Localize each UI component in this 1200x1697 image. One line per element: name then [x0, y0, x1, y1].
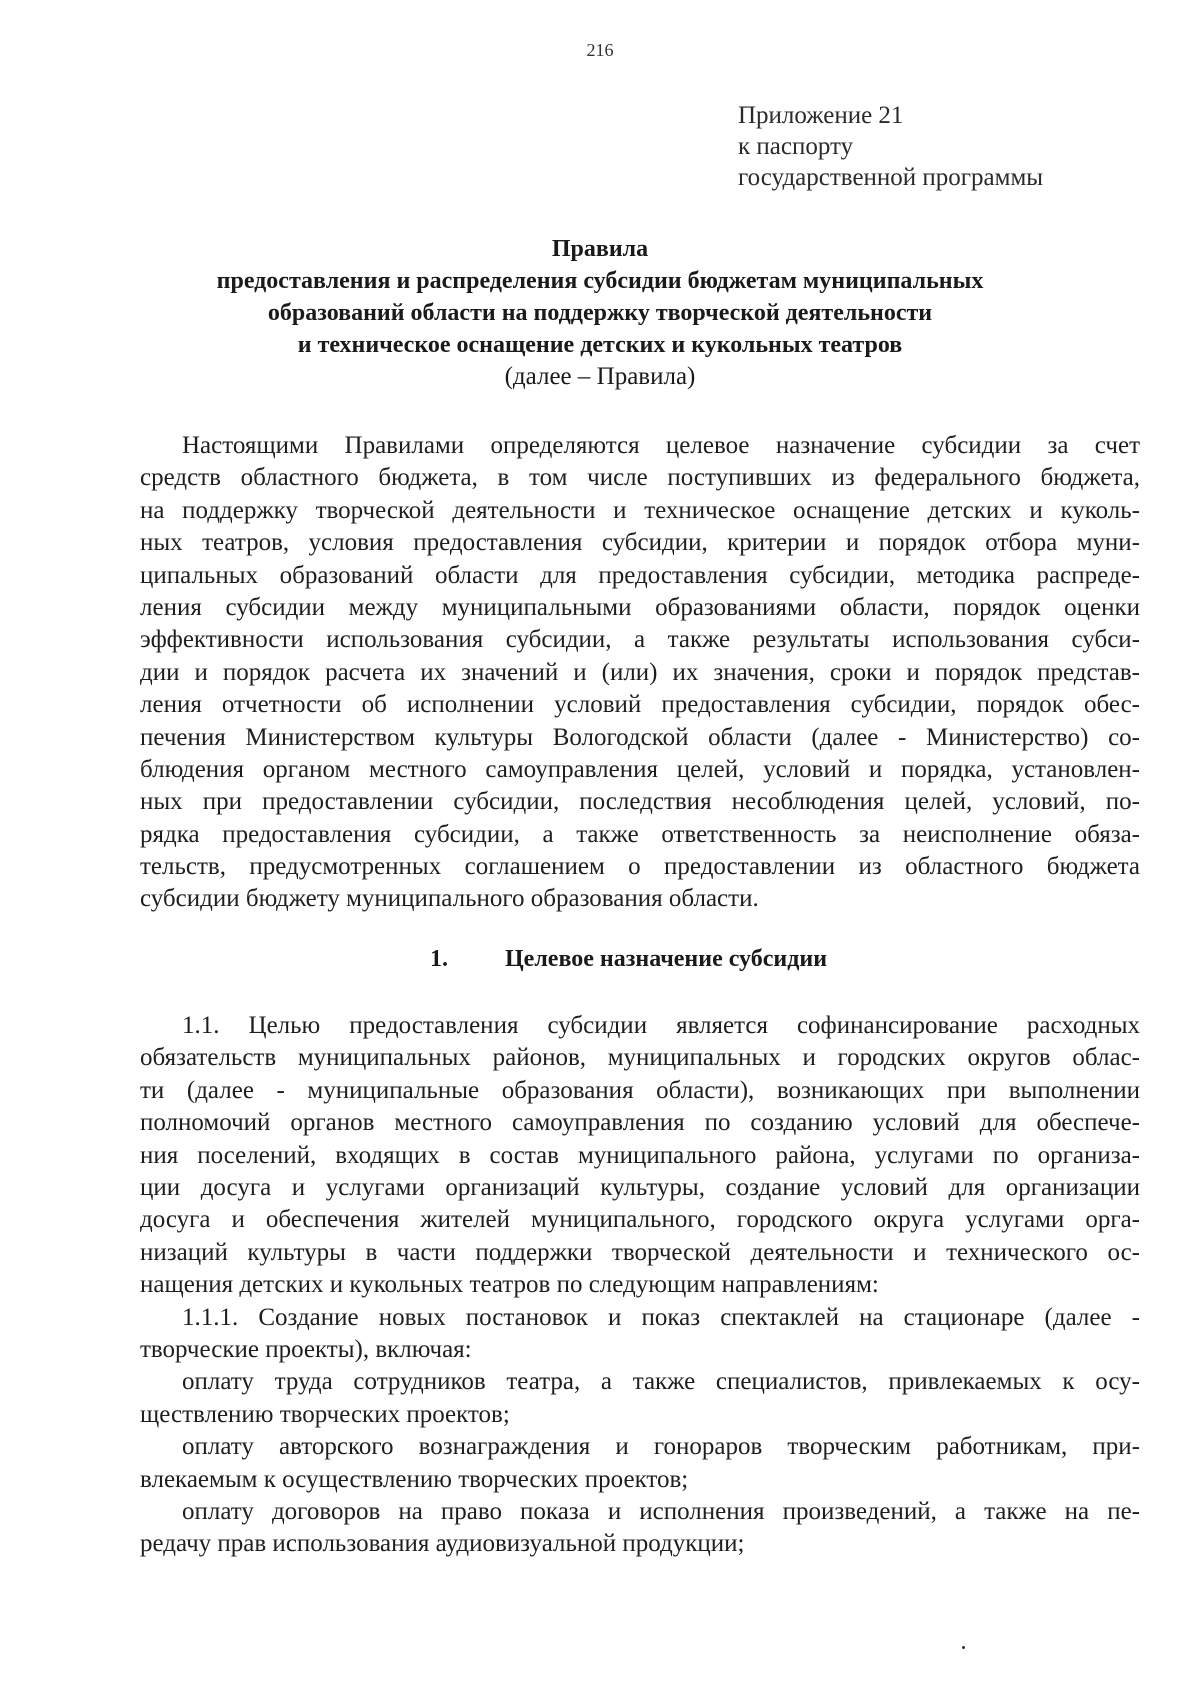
text-line: ных театров, условия предоставления субсидии, критерии и порядок отбора муни-	[140, 529, 1140, 557]
text-line: полномочий органов местного самоуправления по созданию условий для обеспече-	[140, 1109, 1140, 1137]
text-line: низаций культуры в части поддержки творческой деятельности и технического ос-	[140, 1238, 1140, 1266]
page-number: 216	[586, 40, 614, 60]
paragraph-1-1-1	[140, 1302, 1140, 1367]
list-item-staff-pay	[140, 1366, 1140, 1431]
text-line: печения Министерством культуры Вологодской области (далее - Министерство) со-	[140, 723, 1140, 751]
appendix-line: Приложение 21	[738, 102, 904, 129]
text-line: 1.1.1. Создание новых постановок и показ спектаклей на стационаре (далее -	[182, 1303, 1140, 1331]
title-line: Правила	[551, 236, 649, 262]
text-line: ществлению творческих проектов;	[140, 1400, 510, 1428]
text-line: 1.1. Целью предоставления субсидии является софинансирование расходных	[182, 1012, 1140, 1039]
intro-paragraph	[140, 430, 1140, 916]
section-title: Целевое назначение субсидии	[505, 946, 828, 972]
text-line: ципальных образований области для предоставления субсидии, методика распреде-	[140, 561, 1140, 589]
text-line: субсидии бюджету муниципального образования области.	[140, 885, 759, 913]
section-number: 1.	[430, 946, 448, 972]
text-line: оплату авторского вознаграждения и гонораров творческим работникам, при-	[182, 1433, 1140, 1461]
text-line: ления субсидии между муниципальными образованиями области, порядок оценки	[140, 593, 1140, 621]
appendix-note	[738, 100, 1158, 193]
text-line: тельств, предусмотренных соглашением о предоставлении из областного бюджета	[140, 853, 1140, 881]
text-line: влекаемым к осуществлению творческих проектов;	[140, 1465, 689, 1493]
list-item-rights-contracts	[140, 1496, 1140, 1561]
text-line: редачу прав использования аудиовизуальной продукции;	[140, 1530, 745, 1558]
text-line: ции досуга и услугами организаций культуры, создание условий для организации	[140, 1173, 1140, 1201]
text-line: досуга и обеспечения жителей муниципального, городского округа услугами орга-	[140, 1206, 1140, 1234]
title-line: образований области на поддержку творческой деятельности	[267, 300, 933, 326]
text-line: рядка предоставления субсидии, а также ответственность за неисполнение обяза-	[140, 820, 1140, 848]
document-title	[100, 233, 1100, 393]
text-line: средств областного бюджета, в том числе поступивших из федерального бюджета,	[140, 464, 1140, 492]
paragraph-1-1	[140, 1010, 1140, 1302]
text-line: нащения детских и кукольных театров по следующим направлениям:	[140, 1271, 879, 1299]
list-item-author-fees	[140, 1431, 1140, 1496]
text-line: обязательств муниципальных районов, муниципальных и городских округов облас-	[140, 1044, 1140, 1072]
text-line: Настоящими Правилами определяются целевое назначение субсидии за счет	[182, 432, 1140, 459]
text-line: творческие проекты), включая:	[140, 1335, 472, 1363]
text-line: блюдения органом местного самоуправления целей, условий и порядка, установлен-	[140, 755, 1140, 783]
text-line: на поддержку творческой деятельности и техническое оснащение детских и куколь-	[140, 496, 1140, 524]
text-line: эффективности использования субсидии, а также результаты использования субси-	[140, 626, 1140, 654]
text-line: ления отчетности об исполнении условий предоставления субсидии, порядок обес-	[140, 691, 1140, 719]
scan-speck	[962, 1646, 965, 1649]
text-line: оплату договоров на право показа и исполнения произведений, а также на пе-	[182, 1498, 1140, 1525]
text-line: ния поселений, входящих в состав муниципального района, услугами по организа-	[140, 1141, 1140, 1169]
title-line: и техническое оснащение детских и кукольных театров	[297, 332, 903, 358]
text-line: ных при предоставлении субсидии, последствия несоблюдения целей, условий, по-	[140, 788, 1140, 816]
appendix-line: к паспорту	[738, 133, 854, 160]
title-line: предоставления и распределения субсидии бюджетам муниципальных	[216, 268, 984, 294]
section-heading	[430, 946, 827, 973]
text-line: ти (далее - муниципальные образования области), возникающих при выполнении	[140, 1076, 1140, 1104]
title-abbreviation: (далее – Правила)	[504, 363, 696, 390]
text-line: оплату труда сотрудников театра, а также специалистов, привлекаемых к осу-	[182, 1368, 1140, 1396]
appendix-line: государственной программы	[738, 164, 1044, 191]
text-line: дии и порядок расчета их значений и (или) их значения, сроки и порядок представ-	[140, 658, 1140, 686]
